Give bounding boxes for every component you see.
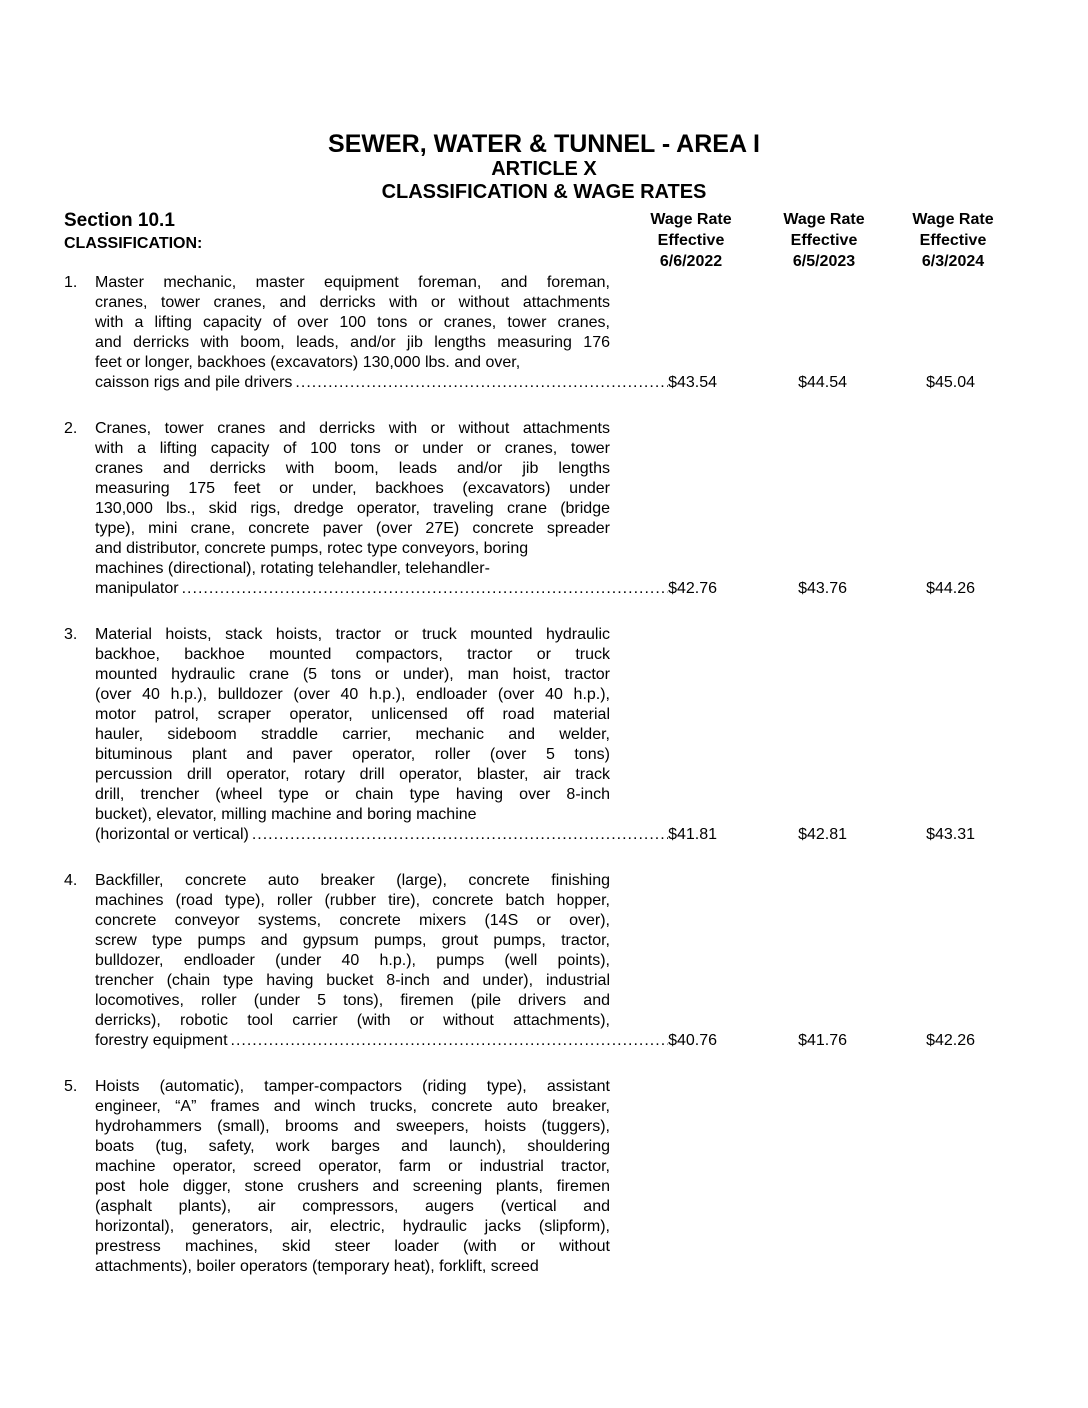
wage-rate-value: $44.26 — [926, 580, 975, 597]
dot-leader — [231, 1031, 669, 1051]
rate-line-label: forestry equipment — [95, 1032, 228, 1049]
item-text-line: concrete conveyor systems, concrete mixers (14S or over), — [95, 912, 610, 929]
item-body — [95, 1077, 975, 1277]
item-text-line: hauler, sideboom straddle carrier, mechanic and welder, — [95, 726, 610, 743]
item-body — [95, 871, 975, 1051]
item-text-line: mounted hydraulic crane (5 tons or under), man hoist, tractor — [95, 666, 610, 683]
dot-leader — [252, 825, 668, 845]
wage-rate-value: $42.26 — [926, 1032, 975, 1049]
item-text-line: drill, trencher (wheel type or chain type having over 8-inch — [95, 786, 610, 803]
item-text-line: measuring 175 feet or under, backhoes (excavators) under — [95, 480, 610, 497]
wage-rate-value: $43.54 — [668, 374, 717, 391]
item-text-line: screw type pumps and gypsum pumps, grout pumps, tractor, — [95, 932, 610, 949]
item-text-line: (asphalt plants), air compressors, augers (vertical and — [95, 1198, 610, 1215]
doc-subtitle: CLASSIFICATION & WAGE RATES — [381, 181, 707, 203]
item-text-line: machines (directional), rotating telehandler, telehandler- — [95, 560, 490, 577]
item-text-line: cranes, tower cranes, and derricks with or without attachments — [95, 294, 610, 311]
item-rate-line — [95, 373, 975, 393]
item-text-line: Master mechanic, master equipment foreman, and foreman, — [95, 274, 610, 291]
item-text-line: hydrohammers (small), brooms and sweepers, hoists (tuggers), — [95, 1118, 610, 1135]
item-number: 1. — [64, 274, 78, 291]
table-header — [64, 209, 994, 270]
item-text-line: post hole digger, stone crushers and screening plants, firemen — [95, 1178, 610, 1195]
item-text-line: motor patrol, scraper operator, unlicensed off road material — [95, 706, 610, 723]
rate-line-label: manipulator — [95, 580, 179, 597]
wage-rate-value: $44.54 — [798, 374, 847, 391]
item-text-line: attachments), boiler operators (temporary heat), forklift, screed — [95, 1258, 539, 1275]
item-text-line: bucket), elevator, milling machine and boring machine — [95, 806, 477, 823]
item-text-line: type), mini crane, concrete paver (over 27E) concrete spreader — [95, 520, 610, 537]
classification-list — [64, 273, 975, 1277]
item-number: 2. — [64, 420, 78, 437]
rate-line-label: (horizontal or vertical) — [95, 826, 249, 843]
item-number: 5. — [64, 1078, 78, 1095]
item-text-line: locomotives, roller (under 5 tons), firemen (pile drivers and — [95, 992, 610, 1009]
item-text-line: feet or longer, backhoes (excavators) 130,000 lbs. and over, — [95, 354, 521, 371]
item-text-line: derricks), robotic tool carrier (with or without attachments), — [95, 1012, 610, 1029]
item-text-line: Backfiller, concrete auto breaker (large), concrete finishing — [95, 872, 610, 889]
item-text-line: prestress machines, skid steer loader (with or without — [95, 1238, 610, 1255]
item-text-line: bituminous plant and paver operator, roller (over 5 tons) — [95, 746, 610, 763]
item-text-line: boats (tug, safety, work barges and launch), shouldering — [95, 1138, 610, 1155]
section-label: Section 10.1 — [64, 210, 175, 231]
rate-line-label: caisson rigs and pile drivers — [95, 374, 293, 391]
wage-rate-value: $42.81 — [798, 826, 847, 843]
wage-rate-value: $42.76 — [668, 580, 717, 597]
item-text-line: Cranes, tower cranes and derricks with or without attachments — [95, 420, 610, 437]
wage-rate-value: $41.81 — [668, 826, 717, 843]
item-body — [95, 273, 975, 393]
item-text-line: (over 40 h.p.), bulldozer (over 40 h.p.), endloader (over 40 h.p.), — [95, 686, 610, 703]
classification-item — [64, 1077, 975, 1277]
wage-rate-value: $43.31 — [926, 826, 975, 843]
doc-article: ARTICLE X — [491, 158, 597, 180]
item-text-line: machine operator, screed operator, farm or industrial tractor, — [95, 1158, 610, 1175]
rate-column-header-2024 — [893, 209, 1013, 272]
wage-rate-value: $40.76 — [668, 1032, 717, 1049]
item-text-line: with a lifting capacity of 100 tons or under or cranes, tower — [95, 440, 610, 457]
dot-leader — [295, 373, 668, 393]
item-text-line: horizontal), generators, air, electric, hydraulic jacks (slipform), — [95, 1218, 610, 1235]
classification-item — [64, 625, 975, 845]
item-body — [95, 419, 975, 599]
item-text-line: Hoists (automatic), tamper-compactors (riding type), assistant — [95, 1078, 610, 1095]
rate-column-line: Effective — [919, 232, 987, 249]
dot-leader — [182, 579, 668, 599]
rate-column-date: 6/3/2024 — [921, 253, 985, 270]
item-number: 3. — [64, 626, 78, 643]
rate-column-line: Wage Rate — [912, 211, 994, 228]
document-header — [0, 130, 1088, 204]
classification-item — [64, 273, 975, 393]
item-text-line: backhoe, backhoe mounted compactors, tractor or truck — [95, 646, 610, 663]
classification-item — [64, 871, 975, 1051]
item-text-line: Material hoists, stack hoists, tractor or truck mounted hydraulic — [95, 626, 610, 643]
rate-column-header-2023 — [764, 209, 884, 272]
item-text-line: and derricks with boom, leads, and/or jib lengths measuring 176 — [95, 334, 610, 351]
doc-title: SEWER, WATER & TUNNEL - AREA I — [328, 130, 760, 158]
wage-rate-value: $43.76 — [798, 580, 847, 597]
item-text-line: engineer, “A” frames and winch trucks, concrete auto breaker, — [95, 1098, 610, 1115]
item-text-line: cranes and derricks with boom, leads and/or jib lengths — [95, 460, 610, 477]
item-rate-line — [95, 1031, 975, 1051]
item-text-line: percussion drill operator, rotary drill operator, blaster, air track — [95, 766, 610, 783]
rate-column-line: Wage Rate — [783, 211, 865, 228]
item-rate-line — [95, 825, 975, 845]
item-text-line: machines (road type), roller (rubber tire), concrete batch hopper, — [95, 892, 610, 909]
rate-column-line: Effective — [657, 232, 725, 249]
item-text-line: and distributor, concrete pumps, rotec type conveyors, boring — [95, 540, 529, 557]
wage-rate-value: $41.76 — [798, 1032, 847, 1049]
classification-label: CLASSIFICATION: — [64, 235, 203, 252]
rate-column-date: 6/5/2023 — [792, 253, 856, 270]
item-text-line: trencher (chain type having bucket 8-inch and under), industrial — [95, 972, 610, 989]
item-rate-line — [95, 579, 975, 599]
rate-column-header-2022 — [631, 209, 751, 272]
wage-rate-value: $45.04 — [926, 374, 975, 391]
item-body — [95, 625, 975, 845]
classification-item — [64, 419, 975, 599]
item-text-line: with a lifting capacity of over 100 tons or cranes, tower cranes, — [95, 314, 610, 331]
rate-column-line: Wage Rate — [650, 211, 732, 228]
rate-column-date: 6/6/2022 — [659, 253, 723, 270]
item-text-line: 130,000 lbs., skid rigs, dredge operator, traveling crane (bridge — [95, 500, 610, 517]
rate-column-line: Effective — [790, 232, 858, 249]
item-text-line: bulldozer, endloader (under 40 h.p.), pumps (well points), — [95, 952, 610, 969]
item-number: 4. — [64, 872, 78, 889]
